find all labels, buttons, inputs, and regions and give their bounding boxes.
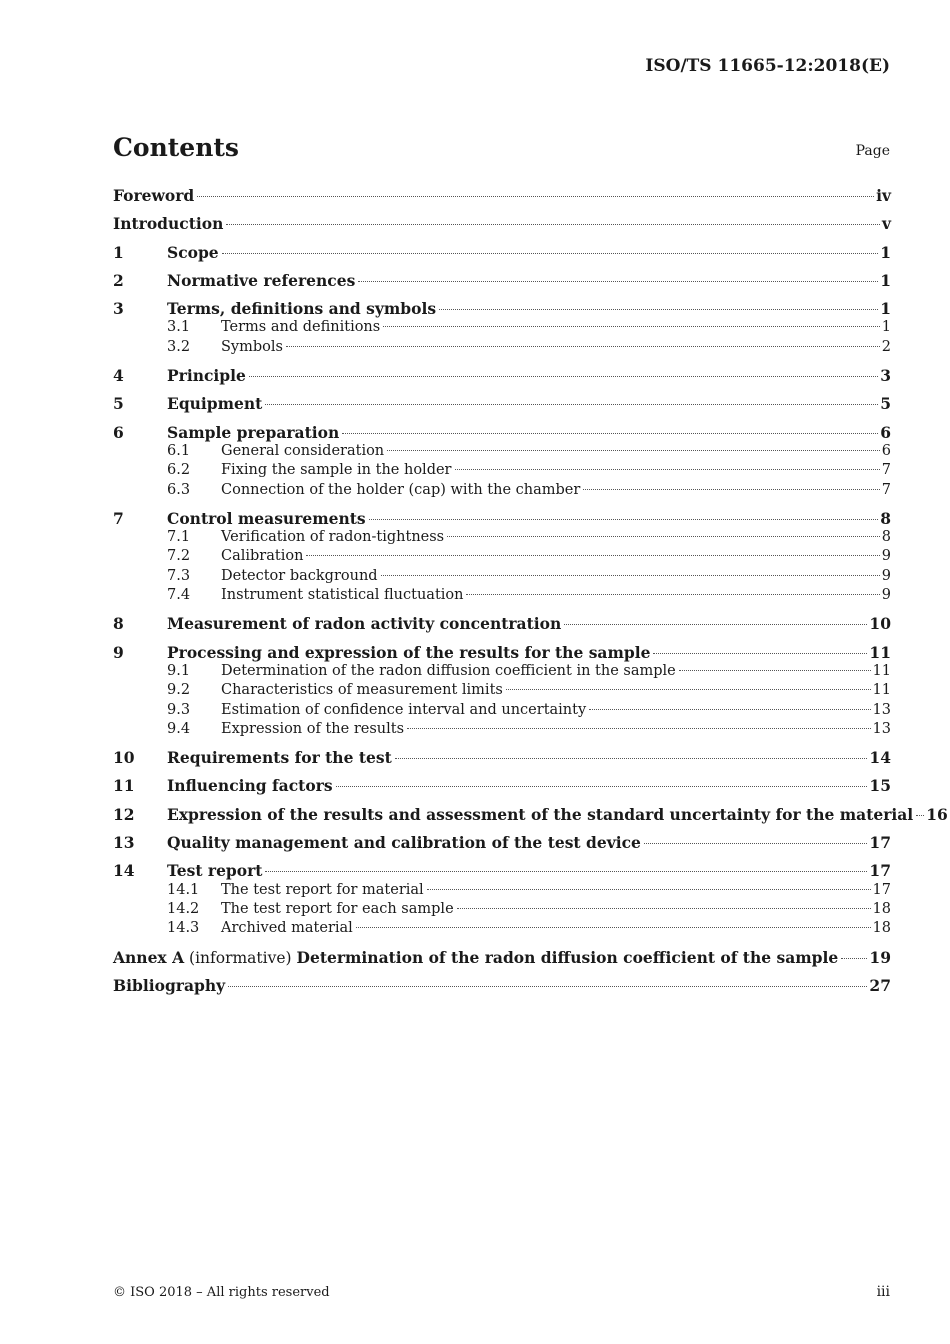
toc-entry[interactable]	[113, 720, 891, 739]
toc-entry-page: 8	[881, 529, 891, 546]
toc-entry[interactable]	[113, 919, 891, 938]
toc-entry-page: 11	[872, 662, 891, 679]
copyright-notice: © ISO 2018 – All rights reserved	[113, 1285, 330, 1300]
toc-entry-title: Detector background	[221, 567, 378, 584]
page-title: Contents	[113, 133, 240, 162]
toc-entry-number: 9.4	[167, 720, 191, 737]
toc-entry-number: 6.3	[167, 481, 191, 498]
toc-entry-number: 3.2	[167, 338, 191, 355]
toc-entry-number: 6.1	[167, 442, 191, 459]
dot-leader	[841, 958, 867, 959]
toc-entry-page: 17	[869, 861, 891, 881]
toc-entry[interactable]	[113, 299, 891, 318]
toc-entry-title: Expression of the results	[221, 720, 405, 737]
toc-entry[interactable]	[113, 861, 891, 880]
toc-entry-title: Introduction	[113, 214, 224, 234]
toc-entry[interactable]	[113, 528, 891, 547]
dot-leader	[395, 758, 868, 759]
toc-entry[interactable]	[113, 900, 891, 919]
toc-entry-number: 6	[113, 422, 124, 442]
toc-entry[interactable]	[113, 423, 891, 442]
toc-entry-number: 11	[113, 776, 135, 796]
toc-entry[interactable]	[113, 509, 891, 528]
toc-entry-page: 1	[881, 319, 891, 336]
toc-entry-page: 7	[881, 462, 891, 479]
page-column-label: Page	[855, 143, 890, 159]
toc-entry[interactable]	[113, 748, 891, 767]
toc-entry-page: 1	[880, 299, 891, 319]
toc-entry-title: Annex A (informative) Determination of the radon diffusion coefficient of the sample	[113, 947, 839, 967]
toc-entry-title: Processing and expression of the results for the sample	[167, 642, 651, 662]
toc-entry-page: 17	[869, 833, 891, 853]
toc-entry-page: 10	[869, 614, 891, 634]
toc-entry-title: Control measurements	[167, 508, 366, 528]
toc-entry[interactable]	[113, 614, 891, 633]
toc-entry-page: 9	[881, 548, 891, 565]
toc-entry-page: 1	[880, 270, 891, 290]
toc-entry-number: 9.3	[167, 701, 191, 718]
toc-entry-page: 6	[881, 442, 891, 459]
toc-entry-title: Characteristics of measurement limits	[221, 682, 503, 699]
toc-entry-page: 1	[880, 242, 891, 262]
dot-leader	[358, 281, 878, 282]
toc-entry-page: 13	[872, 701, 891, 718]
toc-entry-page: 3	[880, 366, 891, 386]
dot-leader	[342, 433, 878, 434]
table-of-contents	[113, 186, 948, 995]
dot-leader	[447, 536, 880, 537]
toc-entry-number: 7.1	[167, 529, 191, 546]
toc-entry-page: 7	[881, 481, 891, 498]
toc-entry-title: Determination of the radon diffusion coefficient in the sample	[221, 662, 676, 679]
toc-entry-title: Bibliography	[113, 975, 226, 995]
dot-leader	[228, 986, 867, 987]
document-id: ISO/TS 11665-12:2018(E)	[645, 56, 890, 76]
toc-entry-number: 6.2	[167, 462, 191, 479]
toc-entry-number: 4	[113, 366, 124, 386]
dot-leader	[265, 871, 867, 872]
toc-entry[interactable]	[113, 461, 891, 480]
dot-leader	[679, 670, 871, 671]
toc-entry-page: 14	[869, 748, 891, 768]
dot-leader	[286, 346, 880, 347]
toc-entry-page: 2	[881, 338, 891, 355]
toc-entry-number: 7.3	[167, 567, 191, 584]
toc-entry-number: 14.1	[167, 881, 200, 898]
toc-entry-title: Equipment	[167, 394, 263, 414]
toc-entry-page: iv	[876, 186, 891, 205]
page-number: iii	[876, 1284, 890, 1300]
toc-entry-number: 14	[113, 861, 135, 881]
toc-entry[interactable]	[113, 481, 891, 500]
dot-leader	[387, 450, 880, 451]
toc-entry-title: Terms and definitions	[221, 319, 381, 336]
toc-entry-page: 8	[880, 508, 891, 528]
toc-entry-number: 8	[113, 614, 124, 634]
toc-entry-title: The test report for each sample	[221, 900, 454, 917]
toc-entry-title: Expression of the results and assessment of the standard uncertainty for the material	[167, 804, 914, 824]
toc-entry[interactable]	[113, 567, 891, 586]
toc-entry[interactable]	[113, 243, 891, 262]
toc-entry[interactable]	[113, 271, 891, 290]
toc-entry-page: 19	[869, 947, 891, 967]
toc-entry-title: Connection of the holder (cap) with the chamber	[221, 481, 581, 498]
toc-entry-page: 9	[881, 567, 891, 584]
toc-entry-title: Measurement of radon activity concentration	[167, 614, 562, 634]
dot-leader	[222, 253, 879, 254]
toc-entry[interactable]	[113, 976, 891, 995]
toc-entry[interactable]	[113, 833, 891, 852]
toc-entry-title: Calibration	[221, 548, 304, 565]
dot-leader	[381, 575, 880, 576]
toc-entry[interactable]	[113, 186, 891, 205]
dot-leader	[226, 224, 880, 225]
toc-entry-page: 18	[872, 900, 891, 917]
toc-entry-number: 14.3	[167, 920, 200, 937]
toc-entry-number: 9	[113, 642, 124, 662]
toc-entry[interactable]	[113, 318, 891, 337]
dot-leader	[356, 927, 871, 928]
toc-entry-title: Principle	[167, 366, 246, 386]
toc-entry-page: 18	[872, 920, 891, 937]
dot-leader	[589, 709, 870, 710]
toc-entry-page: 5	[880, 394, 891, 414]
toc-entry-title: Symbols	[221, 338, 283, 355]
toc-entry[interactable]	[113, 366, 891, 385]
dot-leader	[916, 815, 924, 816]
toc-entry-title: Test report	[167, 861, 263, 881]
toc-entry-page: v	[881, 214, 891, 234]
toc-entry-number: 10	[113, 748, 135, 768]
toc-entry-page: 17	[872, 881, 891, 898]
toc-entry-page: 6	[880, 422, 891, 442]
dot-leader	[249, 376, 878, 377]
toc-entry-number: 13	[113, 833, 135, 853]
toc-entry[interactable]	[113, 394, 891, 413]
toc-entry-number: 3	[113, 299, 124, 319]
dot-leader	[306, 555, 879, 556]
toc-entry-number: 2	[113, 270, 124, 290]
dot-leader	[383, 326, 880, 327]
toc-entry-title: The test report for material	[221, 881, 424, 898]
toc-entry-page: 13	[872, 720, 891, 737]
toc-entry-number: 7.2	[167, 548, 191, 565]
toc-entry[interactable]	[113, 214, 891, 233]
toc-entry[interactable]	[113, 643, 891, 662]
dot-leader	[583, 489, 879, 490]
dot-leader	[197, 196, 874, 197]
toc-entry-page: 27	[869, 975, 891, 995]
toc-entry-title: Verification of radon-tightness	[221, 529, 445, 546]
toc-entry-title: Estimation of confidence interval and uncertainty	[221, 701, 587, 718]
toc-entry-number: 7	[113, 508, 124, 528]
toc-entry-title: Sample preparation	[167, 422, 340, 442]
toc-entry-title: Influencing factors	[167, 776, 333, 796]
dot-leader	[265, 404, 878, 405]
toc-entry-page: 11	[872, 682, 891, 699]
dot-leader	[564, 624, 867, 625]
toc-entry-title: Normative references	[167, 270, 356, 290]
toc-entry-number: 12	[113, 804, 135, 824]
toc-entry[interactable]	[113, 948, 891, 967]
toc-entry[interactable]	[113, 547, 891, 566]
toc-entry[interactable]	[113, 442, 891, 461]
toc-entry-number: 1	[113, 242, 124, 262]
toc-entry-number: 5	[113, 394, 124, 414]
toc-entry-title: Instrument statistical fluctuation	[221, 587, 464, 604]
toc-entry-page: 16	[926, 804, 948, 824]
toc-entry-number: 9.1	[167, 662, 191, 679]
toc-entry-title: Quality management and calibration of the test device	[167, 833, 641, 853]
toc-entry[interactable]	[113, 701, 891, 720]
dot-leader	[439, 309, 878, 310]
toc-entry-number: 7.4	[167, 587, 191, 604]
toc-entry[interactable]	[113, 881, 891, 900]
dot-leader	[336, 786, 868, 787]
toc-entry-number: 3.1	[167, 319, 191, 336]
dot-leader	[369, 519, 879, 520]
toc-entry-number: 9.2	[167, 682, 191, 699]
toc-entry-title: Fixing the sample in the holder	[221, 462, 452, 479]
dot-leader	[407, 728, 871, 729]
toc-entry[interactable]	[113, 776, 891, 795]
toc-entry-page: 11	[869, 642, 891, 662]
toc-entry[interactable]	[113, 338, 891, 357]
toc-entry[interactable]	[113, 681, 891, 700]
dot-leader	[427, 889, 871, 890]
toc-entry-page: 9	[881, 587, 891, 604]
toc-entry-title: Scope	[167, 242, 219, 262]
toc-entry-title: Foreword	[113, 186, 195, 205]
toc-entry-page: 15	[869, 776, 891, 796]
toc-entry-title: Archived material	[221, 920, 353, 937]
toc-entry[interactable]	[113, 662, 891, 681]
dot-leader	[644, 843, 868, 844]
dot-leader	[466, 594, 879, 595]
dot-leader	[653, 653, 867, 654]
toc-entry-title: General consideration	[221, 442, 385, 459]
dot-leader	[457, 908, 871, 909]
toc-entry[interactable]	[113, 804, 948, 824]
toc-entry-title: Requirements for the test	[167, 748, 392, 768]
toc-entry-title: Terms, definitions and symbols	[167, 299, 437, 319]
dot-leader	[506, 689, 871, 690]
toc-entry-number: 14.2	[167, 900, 200, 917]
toc-entry[interactable]	[113, 586, 891, 605]
dot-leader	[455, 469, 880, 470]
